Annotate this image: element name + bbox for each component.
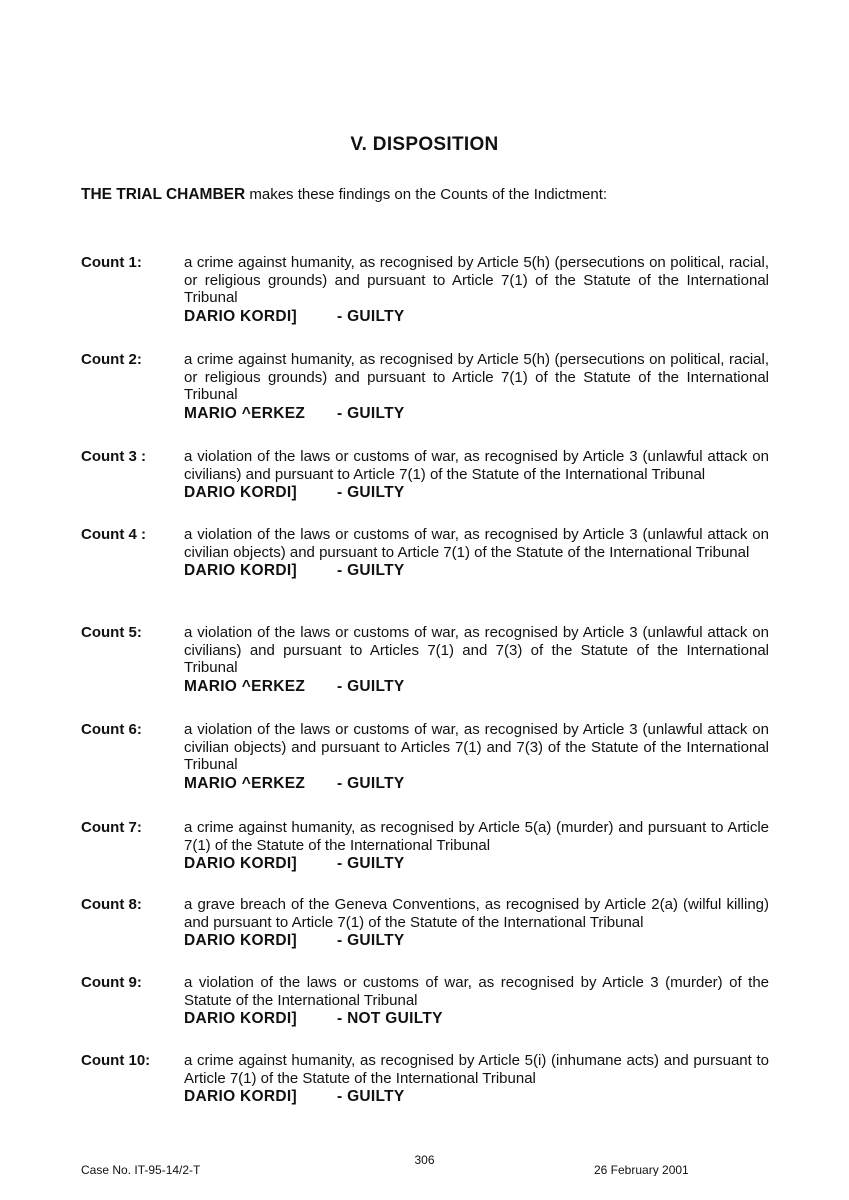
intro-paragraph bbox=[81, 186, 781, 204]
verdict-text: - GUILTY bbox=[337, 932, 405, 949]
document-date: 26 February 2001 bbox=[594, 1163, 689, 1176]
count-verdict bbox=[184, 931, 769, 951]
count-verdict bbox=[184, 854, 769, 874]
accused-name: MARIO ^ERKEZ bbox=[184, 774, 306, 792]
accused-name: DARIO KORDI] bbox=[184, 1010, 297, 1027]
count-text: a crime against humanity, as recognised by Article 5(h) (persecutions on political, racial, or religious grounds) and pursuant to Article 7(1) of the Statute of the International Tribunal bbox=[184, 351, 769, 403]
count-verdict bbox=[184, 774, 769, 794]
accused-name: MARIO ^ERKEZ bbox=[184, 404, 306, 422]
count-text: a violation of the laws or customs of war, as recognised by Article 3 (unlawful attack on civilians) and pursuant to Article 7(1) of the Statute of the International Tribunal bbox=[184, 448, 769, 483]
count-body bbox=[184, 624, 769, 697]
count-verdict bbox=[184, 483, 769, 503]
count-body bbox=[184, 351, 769, 424]
count-body bbox=[184, 974, 769, 1029]
count-body bbox=[184, 448, 769, 503]
count-label: Count 9: bbox=[81, 974, 142, 991]
verdict-text: - GUILTY bbox=[337, 562, 405, 579]
accused-name: DARIO KORDI] bbox=[184, 484, 297, 501]
verdict-text: - GUILTY bbox=[337, 855, 405, 872]
verdict-text: - GUILTY bbox=[337, 677, 405, 695]
footer-bar bbox=[0, 1161, 849, 1176]
count-label: Count 2: bbox=[81, 351, 142, 368]
count-verdict bbox=[184, 561, 769, 581]
intro-strong: THE TRIAL CHAMBER bbox=[81, 186, 246, 203]
accused-name: MARIO ^ERKEZ bbox=[184, 677, 306, 695]
verdict-text: - GUILTY bbox=[337, 404, 405, 422]
count-text: a grave breach of the Geneva Conventions, as recognised by Article 2(a) (wilful killing) and pursuant to Article 7(1) of the Statute of the International Tribunal bbox=[184, 896, 769, 931]
count-label: Count 4 : bbox=[81, 526, 146, 543]
accused-name: DARIO KORDI] bbox=[184, 1088, 297, 1105]
count-label: Count 8: bbox=[81, 896, 142, 913]
count-verdict bbox=[184, 404, 769, 424]
count-verdict bbox=[184, 677, 769, 697]
count-text: a crime against humanity, as recognised by Article 5(h) (persecutions on political, racial, or religious grounds) and pursuant to Article 7(1) of the Statute of the International Tribunal bbox=[184, 254, 769, 306]
count-text: a crime against humanity, as recognised by Article 5(i) (inhumane acts) and pursuant to Article 7(1) of the Statute of the International Tribunal bbox=[184, 1052, 769, 1087]
case-number: Case No. IT-95-14/2-T bbox=[81, 1163, 201, 1176]
count-verdict bbox=[184, 1087, 769, 1107]
intro-rest: makes these findings on the Counts of the Indictment: bbox=[245, 186, 608, 203]
section-heading: V. DISPOSITION bbox=[350, 134, 499, 155]
count-body bbox=[184, 1052, 769, 1107]
verdict-text: - GUILTY bbox=[337, 484, 405, 501]
count-text: a violation of the laws or customs of war, as recognised by Article 3 (murder) of the Statute of the International Tribunal bbox=[184, 974, 769, 1009]
accused-name: DARIO KORDI] bbox=[184, 307, 297, 325]
accused-name: DARIO KORDI] bbox=[184, 855, 297, 872]
count-body bbox=[184, 896, 769, 951]
count-body bbox=[184, 721, 769, 794]
accused-name: DARIO KORDI] bbox=[184, 932, 297, 949]
count-body bbox=[184, 819, 769, 874]
count-verdict bbox=[184, 307, 769, 327]
count-label: Count 7: bbox=[81, 819, 142, 836]
accused-name: DARIO KORDI] bbox=[184, 562, 297, 579]
count-label: Count 10: bbox=[81, 1052, 151, 1069]
verdict-text: - GUILTY bbox=[337, 774, 405, 792]
count-body bbox=[184, 526, 769, 581]
count-text: a violation of the laws or customs of war, as recognised by Article 3 (unlawful attack on civilian objects) and pursuant to Article 7(1) of the Statute of the International Tribunal bbox=[184, 526, 769, 561]
verdict-text: - NOT GUILTY bbox=[337, 1010, 443, 1027]
count-label: Count 3 : bbox=[81, 448, 146, 465]
count-text: a violation of the laws or customs of war, as recognised by Article 3 (unlawful attack on civilians) and pursuant to Articles 7(1) and 7(3) of the Statute of the International Tribunal bbox=[184, 624, 769, 676]
count-label: Count 1: bbox=[81, 254, 142, 271]
count-label: Count 6: bbox=[81, 721, 142, 738]
count-label: Count 5: bbox=[81, 624, 142, 641]
count-text: a violation of the laws or customs of war, as recognised by Article 3 (unlawful attack on civilian objects) and pursuant to Articles 7(1) and 7(3) of the Statute of the International Tribunal bbox=[184, 721, 769, 773]
count-text: a crime against humanity, as recognised by Article 5(a) (murder) and pursuant to Article 7(1) of the Statute of the International Tribunal bbox=[184, 819, 769, 854]
count-verdict bbox=[184, 1009, 769, 1029]
count-body bbox=[184, 254, 769, 327]
page-number: 306 bbox=[414, 1153, 435, 1167]
verdict-text: - GUILTY bbox=[337, 1088, 405, 1105]
verdict-text: - GUILTY bbox=[337, 307, 405, 325]
